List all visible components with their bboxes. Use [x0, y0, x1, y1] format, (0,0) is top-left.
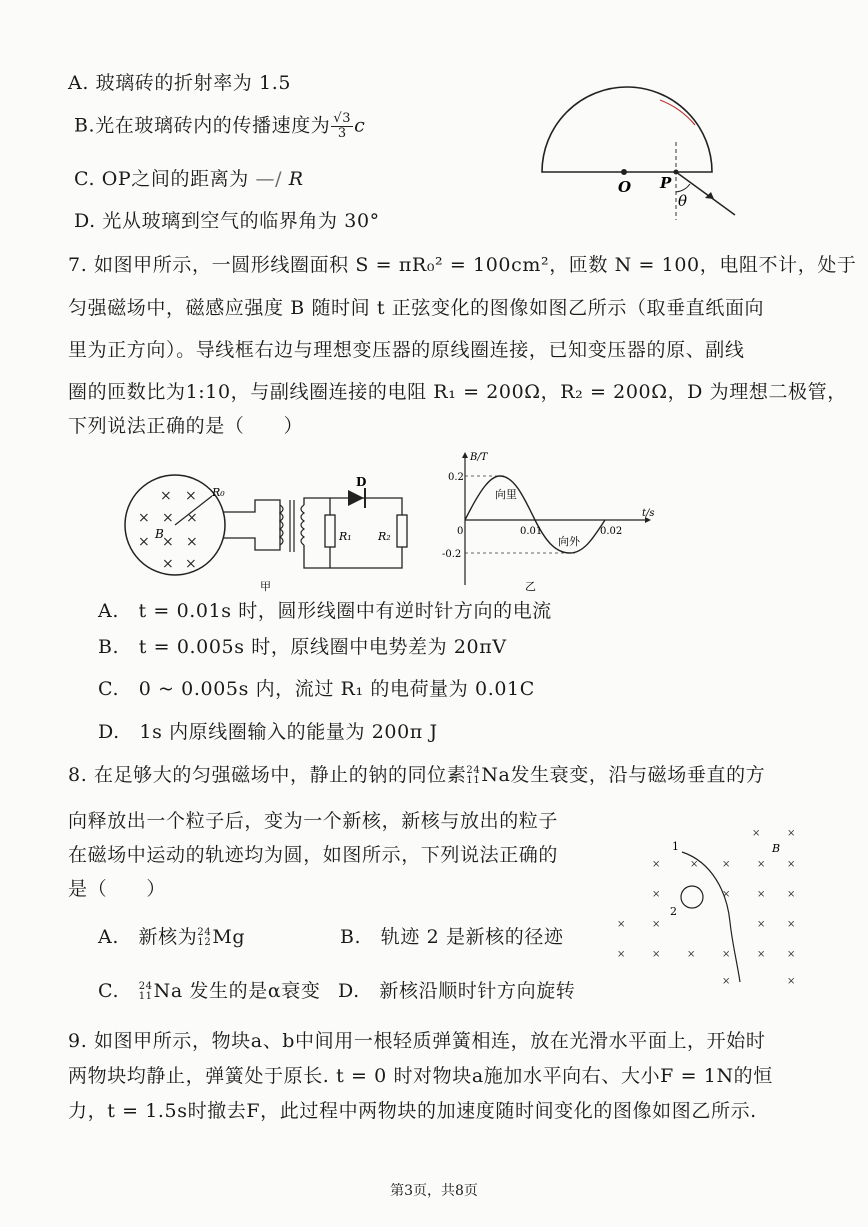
svg-text:×: ×	[652, 859, 661, 870]
label-b-field: B	[772, 842, 781, 855]
svg-text:×: ×	[722, 889, 731, 900]
resistor-r1	[325, 515, 335, 547]
svg-text:×: ×	[138, 534, 150, 550]
svg-text:×: ×	[787, 859, 796, 870]
svg-text:×: ×	[617, 919, 626, 930]
origin-label: 0	[457, 526, 464, 537]
q8-mg-symbol: Mg	[212, 926, 246, 948]
q6-fraction-denominator: 3	[337, 126, 347, 141]
primary-leads	[223, 500, 280, 550]
label-o: O	[618, 178, 632, 196]
q8-option-c-mass-number: 24	[138, 981, 153, 992]
b-curve	[465, 476, 605, 553]
figure-yi-caption: 乙	[525, 580, 536, 593]
page-footer: 第3页，共8页	[390, 1183, 478, 1199]
q8-option-c-label: C.	[98, 980, 139, 1002]
label-inward: 向里	[495, 488, 517, 501]
q8-na-symbol: Na	[481, 764, 511, 786]
q7-option-b: B. t = 0.005s 时，原线圈中电势差为 20πV	[98, 636, 507, 658]
q6-option-d: D. 光从玻璃到空气的临界角为 30°	[74, 210, 380, 232]
track-2	[681, 886, 703, 908]
q8-option-b: B. 轨迹 2 是新核的径迹	[340, 926, 564, 948]
svg-text:×: ×	[186, 510, 198, 526]
label-p: P	[660, 174, 672, 192]
svg-text:×: ×	[652, 889, 661, 900]
diode-triangle	[348, 490, 364, 506]
svg-text:×: ×	[185, 488, 197, 504]
q6-semicircle-figure	[530, 80, 750, 225]
q8-stem-line-3: 在磁场中运动的轨迹均为圆，如图所示，下列说法正确的	[68, 844, 559, 866]
xtick-1: 0.01	[520, 526, 543, 537]
svg-text:×: ×	[787, 919, 796, 930]
svg-text:×: ×	[722, 949, 731, 960]
q7-option-a: A. t = 0.01s 时，圆形线圈中有逆时针方向的电流	[98, 600, 552, 622]
q7-figure-yi-chart	[440, 450, 660, 595]
q8-na-isotope-numbers	[466, 766, 480, 786]
q8-na-atomic-number: 11	[466, 775, 481, 786]
q8-option-c-isotope-numbers	[139, 982, 153, 1002]
q8-mg-mass-number: 24	[197, 927, 212, 938]
q8-na-mass-number: 24	[466, 765, 481, 776]
q7-stem-line-3: 里为正方向）。导线框右边与理想变压器的原线圈连接，已知变压器的原、副线	[68, 339, 745, 361]
q8-stem-line-2: 向释放出一个粒子后，变为一个新核，新核与放出的粒子	[68, 810, 559, 832]
xtick-2: 0.02	[600, 526, 623, 537]
q7-option-d: D. 1s 内原线圈输入的能量为 200π J	[98, 721, 438, 743]
q9-stem-line-3: 力，t = 1.5s时撤去F，此过程中两物块的加速度随时间变化的图像如图乙所示.	[68, 1100, 757, 1122]
svg-text:×: ×	[186, 534, 198, 550]
ray-arrow	[705, 192, 714, 199]
ylabel: B/T	[470, 452, 488, 463]
q7-stem-line-2: 匀强磁场中，磁感应强度 B 随时间 t 正弦变化的图像如图乙所示（取垂直纸面向	[68, 297, 765, 319]
resistor-r2	[397, 515, 407, 547]
svg-text:×: ×	[757, 889, 766, 900]
q6-option-c-radius: R	[288, 168, 304, 190]
svg-text:×: ×	[162, 534, 174, 550]
svg-text:×: ×	[787, 889, 796, 900]
svg-text:×: ×	[162, 510, 174, 526]
svg-text:×: ×	[757, 919, 766, 930]
svg-text:×: ×	[787, 949, 796, 960]
label-r2: R₂	[378, 530, 391, 543]
secondary-winding	[301, 505, 304, 545]
q8-stem-line-1-tail: 发生衰变，沿与磁场垂直的方	[510, 764, 766, 786]
label-track-2: 2	[670, 905, 677, 918]
svg-text:×: ×	[757, 859, 766, 870]
svg-text:×: ×	[185, 556, 197, 572]
q6-fraction-numerator: √3	[333, 111, 352, 126]
q8-option-c-atomic-number: 11	[138, 991, 153, 1002]
theta-arc	[676, 184, 690, 192]
ytick-bottom: -0.2	[442, 549, 462, 560]
field-crosses	[138, 488, 198, 572]
q7-stem-line-1: 7. 如图甲所示，一圆形线圈面积 S = πR₀² = 100cm²，匝数 N = 100，电阻不计，处于	[68, 254, 857, 276]
svg-text:×: ×	[160, 488, 172, 504]
field-cross-grid	[617, 828, 795, 987]
svg-text:×: ×	[652, 949, 661, 960]
q8-option-a	[98, 924, 245, 950]
q6-option-c	[74, 166, 304, 192]
label-b: B	[155, 527, 164, 541]
q6-option-c-scribble: —/	[248, 168, 289, 190]
q8-stem-line-4: 是（ ）	[68, 878, 167, 900]
svg-text:×: ×	[722, 859, 731, 870]
q8-stem-line-1	[68, 762, 765, 788]
center-point-o	[621, 169, 627, 175]
svg-text:×: ×	[757, 949, 766, 960]
q9-stem-line-1: 9. 如图甲所示，物块a、b中间用一根轻质弹簧相连，放在光滑水平面上，开始时	[68, 1030, 766, 1052]
q8-option-c	[98, 978, 320, 1004]
svg-text:×: ×	[722, 976, 731, 987]
q6-option-a: A. 玻璃砖的折射率为 1.5	[68, 72, 292, 94]
q8-mg-isotope-numbers	[197, 928, 211, 948]
label-r1: R₁	[339, 530, 352, 543]
svg-text:×: ×	[752, 828, 761, 839]
svg-text:×: ×	[138, 510, 150, 526]
q6-option-c-text: C. OP之间的距离为	[74, 168, 249, 190]
label-d: D	[356, 475, 367, 489]
svg-text:×: ×	[787, 976, 796, 987]
svg-text:×: ×	[617, 949, 626, 960]
ytick-top: 0.2	[448, 472, 464, 483]
svg-text:×: ×	[690, 859, 699, 870]
q7-stem-line-5: 下列说法正确的是（ ）	[68, 415, 304, 437]
q8-option-c-text: Na 发生的是α衰变	[153, 980, 321, 1002]
q8-option-d: D. 新核沿顺时针方向旋转	[338, 980, 576, 1002]
figure-jia-caption: 甲	[260, 580, 271, 593]
q8-field-figure	[612, 822, 802, 992]
q7-stem-line-4: 圈的匝数比为1:10，与副线圈连接的电阻 R₁ = 200Ω，R₂ = 200Ω，D 为理想二极管，	[68, 381, 847, 403]
track-1	[682, 852, 740, 982]
q7-figure-jia	[120, 470, 420, 595]
q6-option-b-fraction	[331, 112, 353, 141]
q8-mg-atomic-number: 12	[197, 937, 212, 948]
q8-stem-line-1-text: 8. 在足够大的匀强磁场中，静止的钠的同位素	[68, 764, 467, 786]
glass-brick-outline	[542, 87, 712, 172]
label-theta: θ	[678, 192, 688, 210]
q8-option-a-text: A. 新核为	[98, 926, 198, 948]
label-r0: R₀	[212, 486, 225, 499]
b-axis-arrow	[462, 452, 468, 458]
label-track-1: 1	[672, 840, 679, 853]
svg-text:×: ×	[162, 556, 174, 572]
xlabel: t/s	[642, 508, 655, 519]
q6-option-b-speed-symbol: c	[354, 114, 366, 137]
q6-option-b	[74, 112, 365, 141]
label-outward: 向外	[558, 535, 580, 548]
svg-text:×: ×	[687, 949, 696, 960]
q7-option-c: C. 0 ~ 0.005s 内，流过 R₁ 的电荷量为 0.01C	[98, 678, 535, 700]
svg-text:×: ×	[787, 828, 796, 839]
q9-stem-line-2: 两物块均静止，弹簧处于原长. t = 0 时对物块a施加水平向右、大小F = 1N的恒	[68, 1065, 773, 1087]
svg-text:×: ×	[652, 919, 661, 930]
q6-option-b-text: B.光在玻璃砖内的传播速度为	[74, 114, 331, 137]
